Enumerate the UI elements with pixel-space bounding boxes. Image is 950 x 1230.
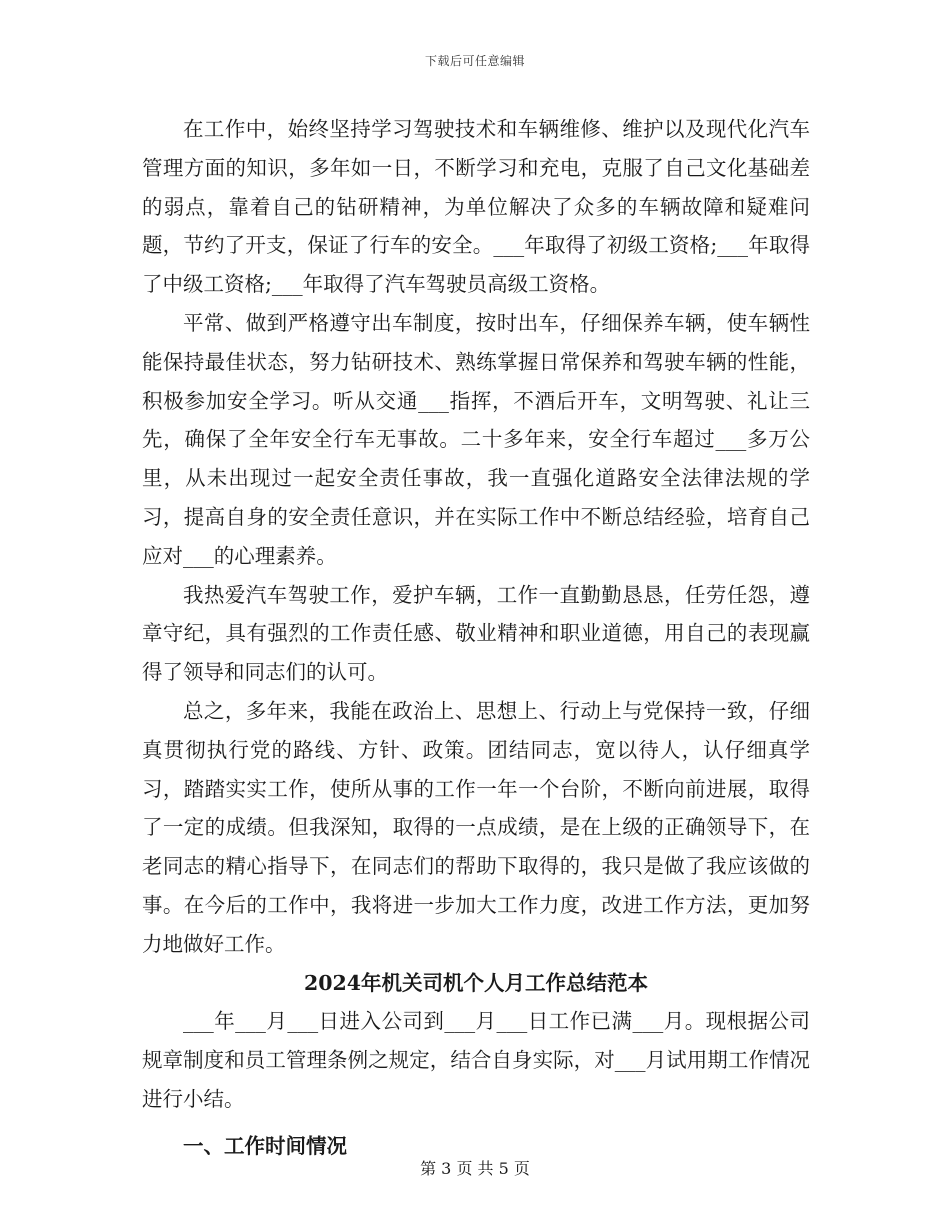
document-title: 2024年机关司机个人月工作总结范本 bbox=[303, 970, 649, 995]
page-header-note: 下载后可任意编辑 bbox=[424, 54, 525, 68]
paragraph-summary: 总之，多年来，我能在政治上、思想上、行动上与党保持一致，仔细真贯彻执行党的路线、方针、政策。团结同志，宽以待人，认仔细真学习，踏踏实实工作，使所从事的工作一年一个台阶，不断向前进展，取得了一定的成绩。但我深知，取得的一点成绩，是在上级的正确领导下，在老同志的精心指导下，在同志们的帮助下取得的，我只是做了我应该做的事。在今后的工作中，我将进一步加大工作力度，改进工作方法，更加努力地做好工作。 bbox=[142, 698, 810, 956]
page-footer-number: 第 3 页 共 5 页 bbox=[420, 1159, 530, 1178]
paragraph-safe-driving: 平常、做到严格遵守出车制度，按时出车，仔细保养车辆，使车辆性能保持最佳状态，努力钻研技术、熟练掌握日常保养和驾驶车辆的性能，积极参加安全学习。听从交通___指挥，不酒后开车，文明驾驶、礼让三先，确保了全年安全行车无事故。二十多年来，安全行车超过___多万公里，从未出现过一起安全责任事故，我一直强化道路安全法律法规的学习，提高自身的安全责任意识，并在实际工作中不断总结经验，培育自己应对___的心理素养。 bbox=[142, 310, 810, 568]
document-body bbox=[142, 110, 810, 1166]
paragraph-dedication: 我热爱汽车驾驶工作，爱护车辆，工作一直勤勤恳恳，任劳任怨，遵章守纪，具有强烈的工作责任感、敬业精神和职业道德，用自己的表现赢得了领导和同志们的认可。 bbox=[142, 582, 810, 685]
paragraph-intro: ___年___月___日进入公司到___月___日工作已满___月。现根据公司规章制度和员工管理条例之规定，结合自身实际，对___月试用期工作情况进行小结。 bbox=[142, 1009, 810, 1111]
paragraph-work-learning: 在工作中，始终坚持学习驾驶技术和车辆维修、维护以及现代化汽车管理方面的知识，多年如一日，不断学习和充电，克服了自己文化基础差的弱点，靠着自己的钻研精神，为单位解决了众多的车辆故障和疑难问题，节约了开支，保证了行车的安全。___年取得了初级工资格;___年取得了中级工资格;___年取得了汽车驾驶员高级工资格。 bbox=[142, 117, 810, 297]
section-heading: 一、工作时间情况 bbox=[183, 1133, 347, 1158]
